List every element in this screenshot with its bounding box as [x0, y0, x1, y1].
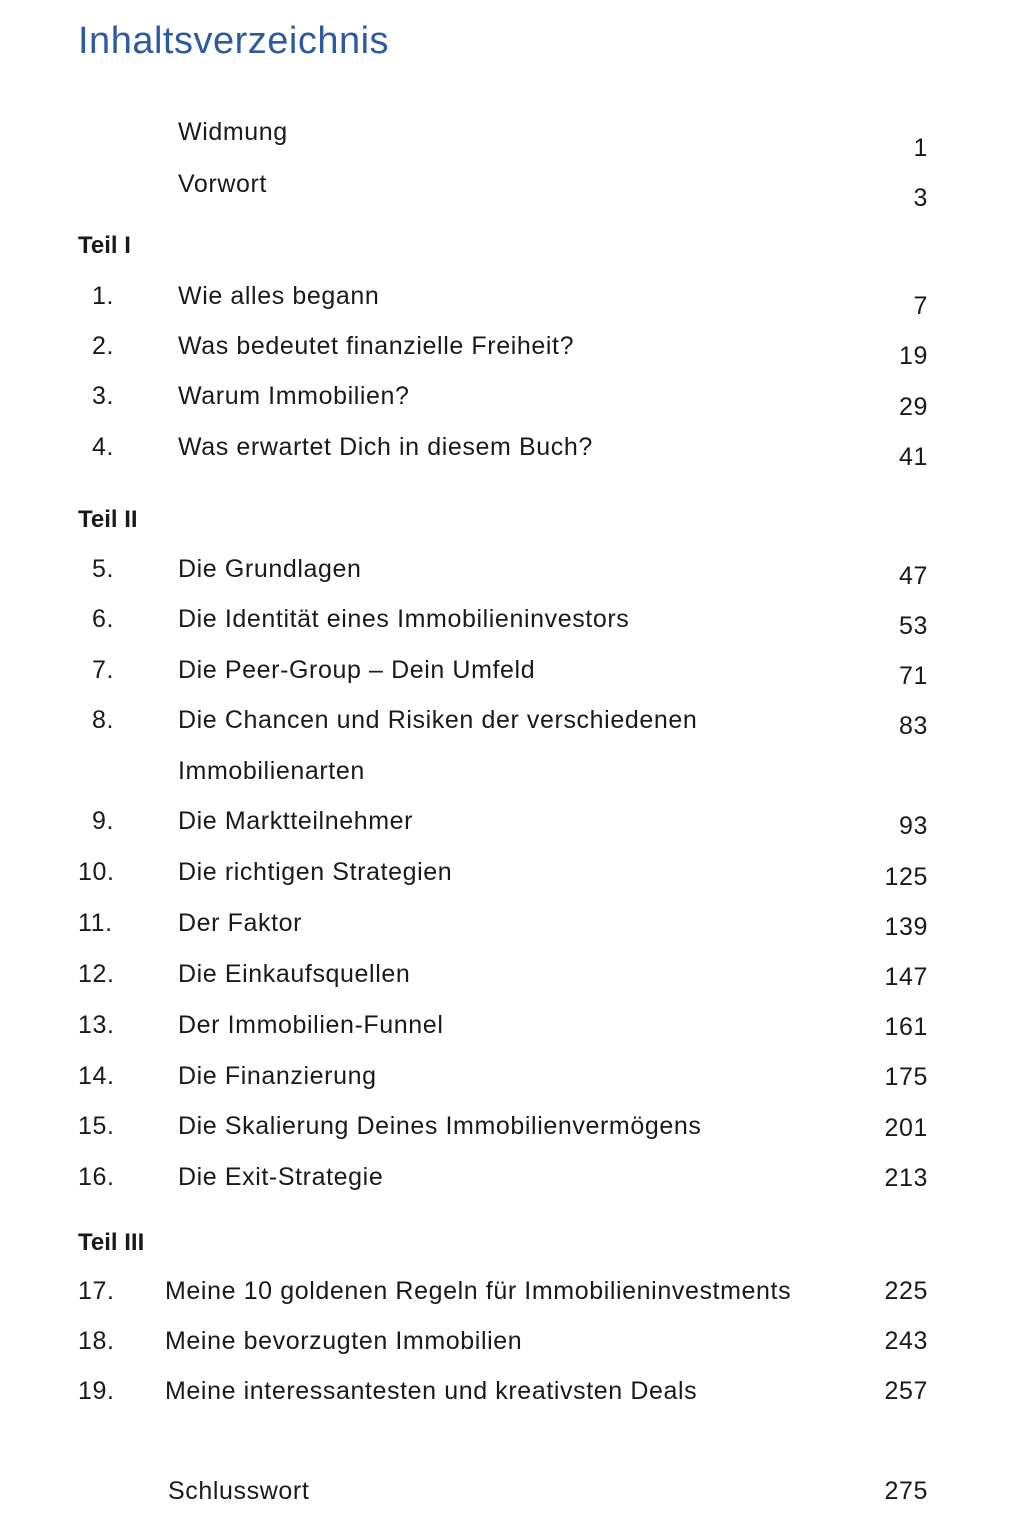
chapter-page: 139	[884, 913, 928, 941]
section-heading-teil-2: Teil II	[78, 506, 138, 533]
chapter-page: 7	[913, 292, 928, 320]
section-heading-teil-3: Teil III	[78, 1229, 145, 1256]
chapter-page: 161	[884, 1013, 928, 1041]
toc-page-vorwort: 3	[913, 184, 928, 212]
page-title: Inhaltsverzeichnis	[78, 20, 390, 62]
chapter-title[interactable]: Die richtigen Strategien	[178, 858, 453, 886]
chapter-page: 243	[884, 1327, 928, 1355]
chapter-page: 47	[898, 562, 928, 590]
chapter-number: 10.	[78, 858, 115, 886]
chapter-title[interactable]: Wie alles begann	[178, 282, 380, 310]
chapter-title[interactable]: Der Faktor	[178, 909, 303, 937]
chapter-title-continuation[interactable]: Immobilienarten	[178, 757, 365, 785]
chapter-title[interactable]: Die Chancen und Risiken der verschiedenen	[178, 706, 698, 734]
chapter-number: 7.	[92, 656, 115, 684]
chapter-page: 225	[884, 1277, 928, 1305]
chapter-number: 4.	[92, 433, 115, 461]
chapter-page: 201	[884, 1114, 928, 1142]
chapter-page: 125	[884, 863, 928, 891]
chapter-page: 257	[884, 1377, 928, 1405]
chapter-page: 213	[884, 1164, 928, 1192]
chapter-page: 175	[884, 1063, 928, 1091]
toc-page-schlusswort: 275	[884, 1477, 928, 1505]
chapter-number: 11.	[78, 909, 113, 937]
chapter-title[interactable]: Die Identität eines Immobilieninvestors	[178, 605, 630, 633]
chapter-page: 83	[898, 712, 928, 740]
chapter-title[interactable]: Meine bevorzugten Immobilien	[165, 1327, 523, 1355]
chapter-number: 17.	[78, 1277, 115, 1305]
chapter-page: 29	[898, 393, 928, 421]
section-heading-teil-1: Teil I	[78, 232, 131, 259]
chapter-number: 8.	[92, 706, 115, 734]
chapter-title[interactable]: Die Skalierung Deines Immobilienvermögens	[178, 1112, 702, 1140]
chapter-number: 3.	[92, 382, 115, 410]
chapter-page: 93	[898, 812, 928, 840]
chapter-page: 19	[898, 342, 928, 370]
toc-label-schlusswort[interactable]: Schlusswort	[168, 1477, 310, 1505]
chapter-number: 9.	[92, 807, 115, 835]
chapter-page: 53	[898, 612, 928, 640]
chapter-number: 2.	[92, 332, 115, 360]
toc-label-widmung[interactable]: Widmung	[178, 118, 288, 146]
chapter-title[interactable]: Die Finanzierung	[178, 1062, 377, 1090]
chapter-number: 14.	[78, 1062, 115, 1090]
chapter-page: 41	[898, 443, 928, 471]
chapter-number: 16.	[78, 1163, 115, 1191]
chapter-number: 18.	[78, 1327, 115, 1355]
chapter-number: 12.	[78, 960, 115, 988]
chapter-title[interactable]: Was erwartet Dich in diesem Buch?	[178, 433, 593, 461]
chapter-title[interactable]: Die Marktteilnehmer	[178, 807, 414, 835]
chapter-title[interactable]: Meine interessantesten und kreativsten Deals	[165, 1377, 698, 1405]
chapter-title[interactable]: Die Grundlagen	[178, 555, 362, 583]
chapter-number: 13.	[78, 1011, 115, 1039]
chapter-title[interactable]: Warum Immobilien?	[178, 382, 410, 410]
chapter-number: 1.	[92, 282, 115, 310]
chapter-page: 147	[884, 963, 928, 991]
chapter-number: 5.	[92, 555, 115, 583]
toc-page-widmung: 1	[913, 134, 928, 162]
chapter-number: 6.	[92, 605, 115, 633]
toc-label-vorwort[interactable]: Vorwort	[178, 170, 267, 198]
chapter-title[interactable]: Die Exit-Strategie	[178, 1163, 384, 1191]
chapter-number: 19.	[78, 1377, 115, 1405]
chapter-number: 15.	[78, 1112, 115, 1140]
chapter-title[interactable]: Meine 10 goldenen Regeln für Immobilieninvestments	[165, 1277, 792, 1305]
chapter-title[interactable]: Der Immobilien-Funnel	[178, 1011, 444, 1039]
chapter-title[interactable]: Die Peer-Group – Dein Umfeld	[178, 656, 536, 684]
chapter-title[interactable]: Die Einkaufsquellen	[178, 960, 411, 988]
chapter-title[interactable]: Was bedeutet finanzielle Freiheit?	[178, 332, 575, 360]
chapter-page: 71	[898, 662, 928, 690]
